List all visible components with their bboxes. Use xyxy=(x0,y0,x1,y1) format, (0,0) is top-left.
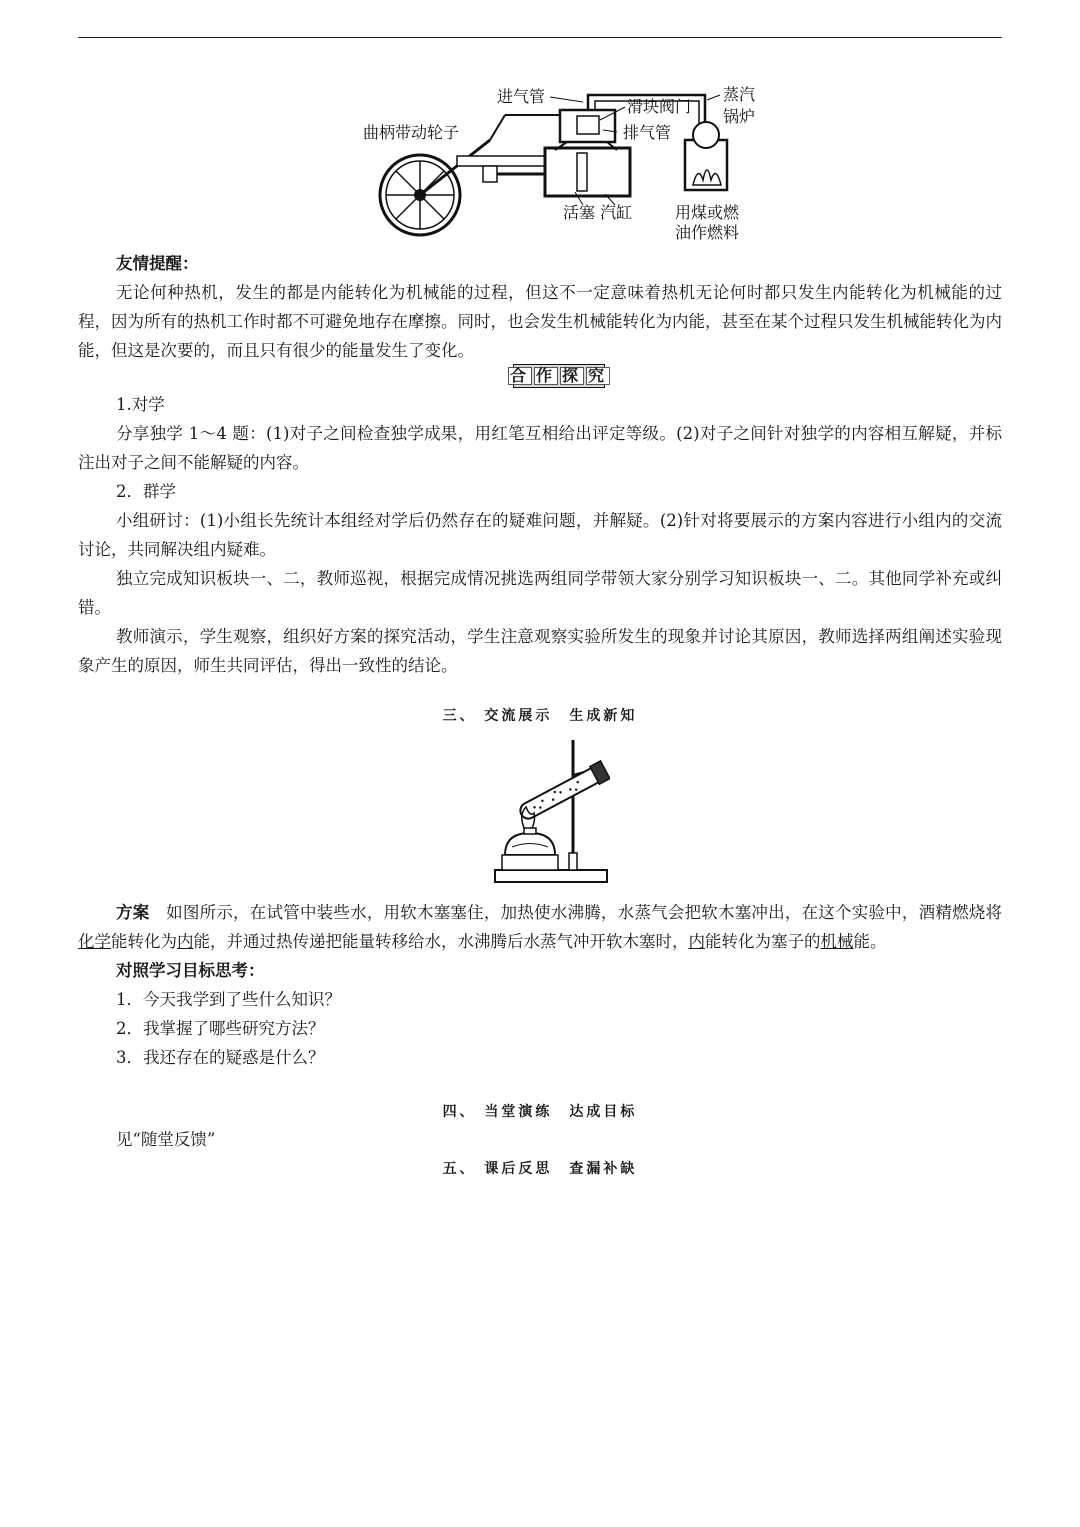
plan-text: 能转化为塞子的 xyxy=(705,932,821,951)
plan-text: 能，并通过热传递把能量转移给水，水沸腾后水蒸气冲开软木塞时， xyxy=(193,932,689,951)
group-title: 2．群学 xyxy=(116,482,176,501)
plan-label: 方案 xyxy=(116,903,150,922)
pair-title: 1.对学 xyxy=(116,395,165,414)
badge-char: 究 xyxy=(588,366,609,385)
tip-title: 友情提醒： xyxy=(116,254,199,273)
plan-text: 能。 xyxy=(853,932,887,951)
label-fuel-1: 用煤或燃 xyxy=(675,203,740,222)
plan-answer: 内 xyxy=(688,932,705,951)
feedback-block xyxy=(78,1125,1002,1154)
badge-char: 探 xyxy=(562,366,583,385)
reflect-title: 对照学习目标思考： xyxy=(116,961,265,980)
cooperation-block xyxy=(78,390,1002,680)
cooperation-badge xyxy=(509,364,609,388)
section-3-heading: 三、 交流展示 生成新知 xyxy=(442,708,638,724)
section-4-heading: 四、 当堂演练 达成目标 xyxy=(442,1104,638,1120)
plan-paragraph xyxy=(78,898,1002,956)
reflect-q2: 2．我掌握了哪些研究方法？ xyxy=(116,1019,325,1038)
test-tube-figure xyxy=(490,735,610,890)
plan-answer: 机械 xyxy=(820,932,854,951)
reflect-q3: 3．我还存在的疑惑是什么？ xyxy=(116,1048,325,1067)
steam-engine-figure xyxy=(355,80,775,245)
plan-text: 如图所示，在试管中装些水，用软木塞塞住，加热使水沸腾，水蒸气会把软木塞冲出，在这个实验中，酒精燃烧将 xyxy=(149,903,1003,922)
feedback-text: 见“随堂反馈” xyxy=(116,1130,216,1149)
label-slide-valve: 滑块阀门 xyxy=(627,97,692,116)
label-crank: 曲柄带动轮子 xyxy=(363,123,460,142)
plan-answer: 化学 xyxy=(78,932,111,951)
tip-block xyxy=(78,249,1002,365)
label-fuel-2: 油作燃料 xyxy=(675,223,740,242)
header-rule xyxy=(78,37,1002,38)
group-body: 小组研讨：(1)小组长先统计本组经对学后仍然存在的疑难问题，并解疑。(2)针对将要展示的方案内容进行小组内的交流讨论，共同解决组内疑难。 xyxy=(78,511,1002,559)
label-piston-cylinder: 活塞 汽缸 xyxy=(563,203,633,222)
tip-body: 无论何种热机，发生的都是内能转化为机械能的过程，但这不一定意味着热机无论何时都只发生内能转化为机械能的过程，因为所有的热机工作时都不可避免地存在摩擦。同时，也会发生机械能转化为内能，甚至在某个过程只发生机械能转化为内能，但这是次要的，而且只有很少的能量发生了变化。 xyxy=(78,283,1002,360)
label-boiler: 锅炉 xyxy=(723,107,756,126)
badge-char: 作 xyxy=(535,366,556,385)
badge-char: 合 xyxy=(509,366,530,385)
paragraph-3: 独立完成知识板块一、二，教师巡视，根据完成情况挑选两组同学带领大家分别学习知识板块一、二。其他同学补充或纠错。 xyxy=(78,569,1002,617)
plan-block xyxy=(78,898,1002,1072)
plan-answer: 内 xyxy=(177,932,194,951)
label-intake: 进气管 xyxy=(497,87,546,106)
plan-text: 能转化为 xyxy=(111,932,177,951)
section-5-heading: 五、 课后反思 查漏补缺 xyxy=(442,1161,638,1177)
label-exhaust: 排气管 xyxy=(623,123,672,142)
pair-body: 分享独学 1～4 题：(1)对子之间检查独学成果，用红笔互相给出评定等级。(2)对子之间针对独学的内容相互解疑，并标注出对子之间不能解疑的内容。 xyxy=(78,424,1002,472)
paragraph-4: 教师演示，学生观察，组织好方案的探究活动，学生注意观察实验所发生的现象并讨论其原因，教师选择两组阐述实验现象产生的原因，师生共同评估，得出一致性的结论。 xyxy=(78,627,1002,675)
reflect-q1: 1．今天我学到了些什么知识？ xyxy=(116,990,341,1009)
label-steam: 蒸汽 xyxy=(723,85,756,104)
